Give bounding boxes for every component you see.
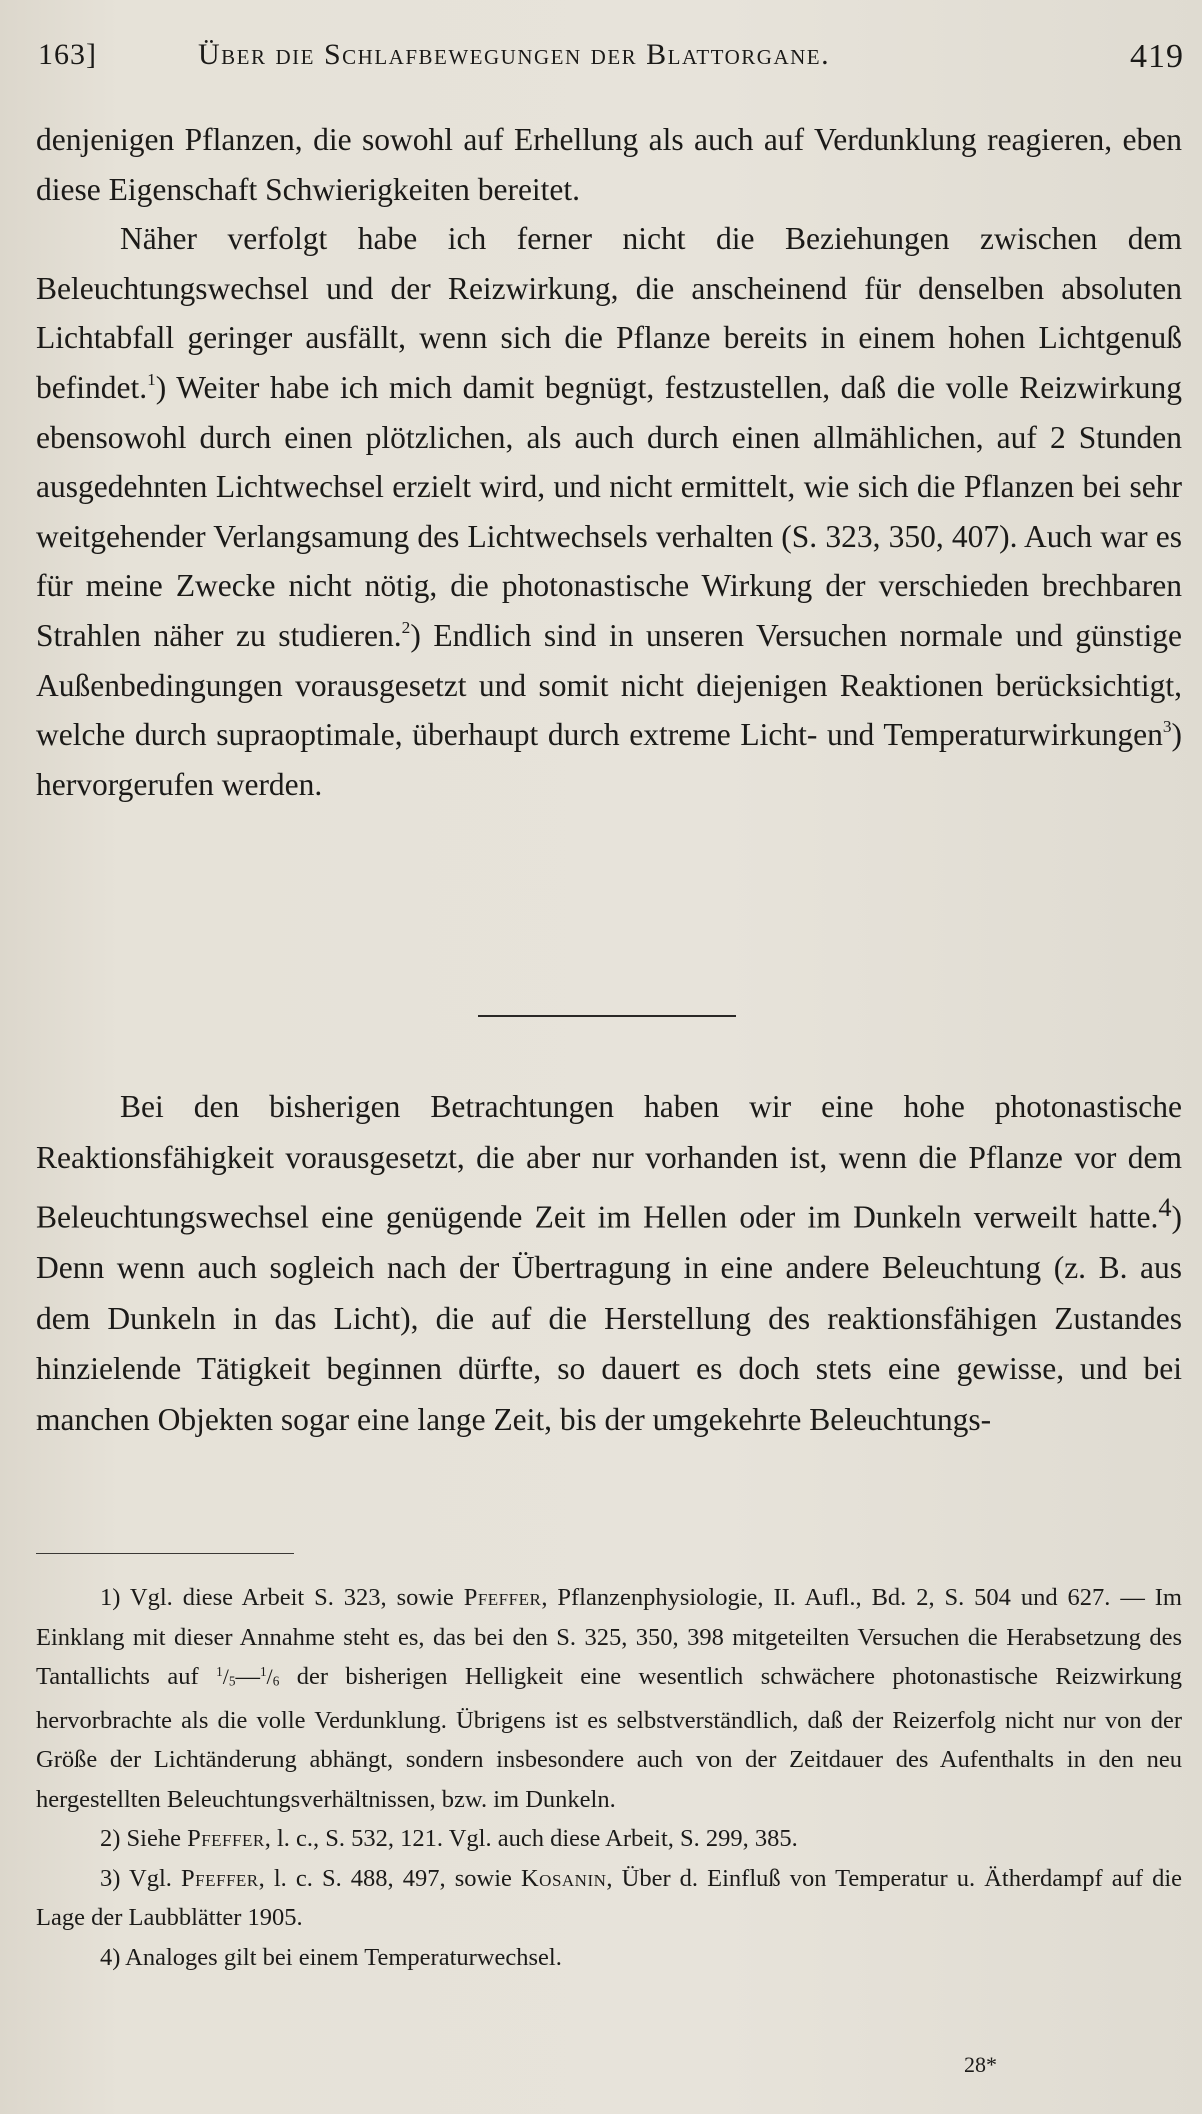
footnote-rule — [36, 1553, 294, 1554]
footnote-ref-2[interactable]: 2 — [401, 617, 411, 637]
footnote-4: 4) Analoges gilt bei einem Temperaturwechsel. — [100, 1943, 562, 1971]
text-run: , Über d. Einfluß von Temperatur u. Ätherdampf auf die Lage der Laubblätter 1905. — [36, 1864, 1183, 1932]
section-divider — [478, 1015, 736, 1017]
paragraph-reaction — [36, 1082, 1182, 1445]
text-run: 3) Vgl. — [100, 1864, 182, 1892]
text-run: — — [235, 1663, 260, 1690]
header-title: Über die Schlafbewegungen der Blattorgane. — [198, 38, 831, 71]
fraction-one-sixth: $^1/_6$ — [259, 1664, 280, 1689]
footnote-ref-4[interactable]: 4 — [1158, 1193, 1172, 1222]
footnotes — [36, 1578, 1182, 1977]
signature-mark: 28* — [964, 2052, 997, 2077]
footnote-1 — [36, 1578, 1182, 1819]
author-name: Kosanin — [520, 1864, 607, 1892]
fraction-one-fifth: $^1/_5$ — [216, 1664, 236, 1689]
paragraph-limitations — [36, 214, 1182, 809]
footnote-2 — [36, 1819, 1182, 1859]
author-name: Pfeffer — [181, 1864, 259, 1892]
text-run: ) hervorgerufen werden. — [36, 717, 1182, 802]
header-page-bracket: 163] — [38, 38, 97, 71]
text-run: 1) Vgl. diese Arbeit S. 323, sowie — [100, 1584, 464, 1611]
fraction-denominator: 6 — [272, 1673, 280, 1689]
text-run: ) Weiter habe ich mich damit begnügt, festzustellen, daß die volle Reizwirkung ebensowohl durch einen plötzlichen, als auch durch einen allmählichen, auf 2 Stunden ausgedehnten Lichtwechsel erzielt wird, und nicht ermittelt, wie sich die Pflanzen bei sehr weitgehender Verlangsamung des Lichtwechsels verhalten (S. 323, 350, 407). Auch war es für meine Zwecke nicht nötig, die photonastische Wirkung der verschieden brechbaren Strahlen näher zu studieren. — [36, 369, 1182, 653]
footnote-ref-3[interactable]: 3 — [1162, 717, 1172, 737]
author-name: Pfeffer — [463, 1584, 542, 1611]
fraction-numerator: 1 — [216, 1664, 223, 1680]
footnote-3 — [36, 1859, 1182, 1938]
paragraph-continued: denjenigen Pflanzen, die sowohl auf Erhellung als auch auf Verdunklung reagieren, eben diese Eigenschaft Schwierigkeiten bereitet. — [36, 122, 1182, 207]
text-run: ) Endlich sind in unseren Versuchen normale und günstige Außenbedingungen vorausgesetzt und somit nicht diejenigen Reaktionen berücksichtigt, welche durch supraoptimale, überhaupt durch extreme Licht- und Temperaturwirkungen — [36, 617, 1182, 753]
fraction-denominator: 5 — [228, 1673, 236, 1689]
text-run: Bei den bisherigen Betrachtungen haben wir eine hohe photonastische Reaktionsfähigkeit vorausgesetzt, die aber nur vorhanden ist, wenn die Pflanze vor dem Beleuchtungswechsel eine genügende Zeit im Hellen oder im Dunkeln verweilt hatte. — [36, 1089, 1182, 1235]
fraction-numerator: 1 — [259, 1664, 267, 1680]
running-header — [38, 38, 1184, 82]
text-run: , l. c. S. 488, 497, sowie — [258, 1864, 521, 1892]
page-number: 419 — [1130, 38, 1184, 75]
text-run: ) Denn wenn auch sogleich nach der Übertragung in eine andere Beleuchtung (z. B. aus dem Dunkeln in das Licht), die auf die Herstellung des reaktionsfähigen Zustandes hinzielende Tätigkeit beginnen dürfte, so dauert es doch stets eine gewisse, und bei manchen Objekten sogar eine lange Zeit, bis der umgekehrte Beleuchtungs- — [36, 1199, 1182, 1437]
text-run: Näher verfolgt habe ich ferner nicht die Beziehungen zwischen dem Beleuchtungswechsel und der Reizwirkung, die anscheinend für denselben absoluten Lichtabfall geringer ausfällt, wenn sich die Pflanze bereits in einem hohen Lichtgenuß befindet. — [36, 221, 1182, 405]
text-run: , Pflanzenphysiologie, II. Aufl., Bd. 2, S. 504 und 627. — Im Einklang mit dieser Annahme steht es, das bei den S. 325, 350, 398 mitgeteilten Versuchen die Herabsetzung des Tantallichts auf — [36, 1584, 1182, 1690]
text-run: der bisherigen Helligkeit eine wesentlich schwächere photonastische Reizwirkung hervorbrachte als die volle Verdunklung. Übrigens ist es selbstverständlich, daß der Reizerfolg nicht nur von der Größe der Lichtänderung abhängt, sondern insbesondere auch von der Zeitdauer des Aufenthalts in den neu hergestellten Beleuchtungsverhältnissen, bzw. im Dunkeln. — [36, 1663, 1182, 1813]
author-name: Pfeffer — [187, 1825, 265, 1853]
footnote-ref-1[interactable]: 1 — [147, 369, 156, 389]
main-text — [36, 115, 1182, 809]
text-run: , l. c., S. 532, 121. Vgl. auch diese Arbeit, S. 299, 385. — [264, 1825, 798, 1853]
text-run: 2) Siehe — [100, 1825, 188, 1853]
